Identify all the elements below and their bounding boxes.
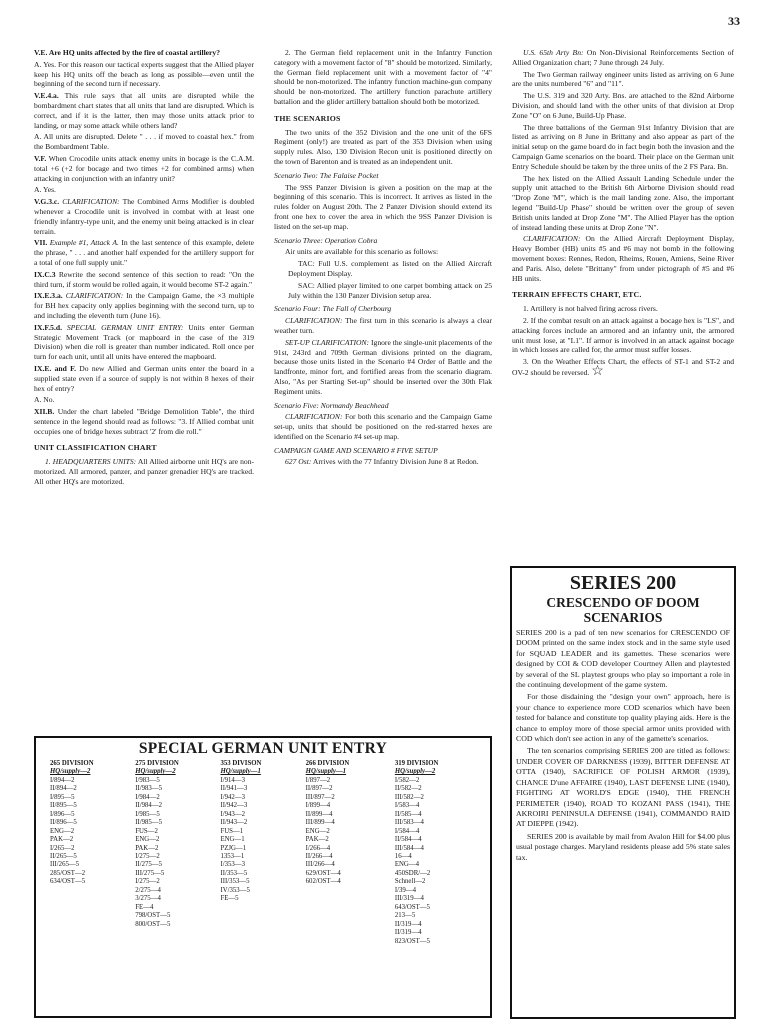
errata-paragraph: SET-UP CLARIFICATION: Ignore the single-unit placements of the 91st, 243rd and 709th German divisions printed on the diagram, because those units listed in the Scenario #4 Order of Battle and the landfronte, minor fort, and fortified areas from the scenario diagram. Also, "As per Starting Set-up" should be inserted over the 30th Flak Regiment units. <box>274 337 492 396</box>
list-item: SAC: Allied player limited to one carpet bombing attack on 25 July within the 130 Panzer Division setup area. <box>288 280 492 300</box>
table-cell: II/353—5 <box>220 869 248 877</box>
ad-paragraph: For those disdaining the "design your own" approach, here is your chance to experience more COD scenarios which have been tested for balance and constitute top quality playing aids. Here is the chance to employ more of those special armor units provided with COD which don't see action in any of the gamette's scenarios. <box>516 692 730 744</box>
table-cell: ENG—4 <box>394 861 419 869</box>
column-middle <box>274 48 492 469</box>
scenario-title: Scenario Two: The Falaise Pocket <box>274 170 379 180</box>
errata-paragraph: V.G.3.c. CLARIFICATION: The Combined Arms Modifier is doubled whenever a Crocodile unit is involved in combat with at least one friendly infantry-type unit, and the enemy unit being attacked is in clear terrain. <box>34 197 254 236</box>
errata-paragraph: A. All units are disrupted. Delete " . . . if moved to coastal hex." from the Bombardment Table. <box>34 132 254 152</box>
table-cell: I/943—2 <box>220 810 245 818</box>
qa-answer: A. No. <box>34 395 55 405</box>
table-cell: III/319—4 <box>394 895 424 903</box>
scenario-title: CAMPAIGN GAME AND SCENARIO # FIVE SETUP <box>274 445 438 455</box>
errata-paragraph: IX.E.3.a. CLARIFICATION: In the Campaign Game, the ×3 multiple for BH hex capacity only applies beginning with the second turn, up to and including the eleventh turn (June 16). <box>34 291 254 320</box>
table-column <box>135 760 220 946</box>
table-cell: III/353—5 <box>220 878 250 886</box>
table-cell: 450SDR/—2 <box>394 869 431 877</box>
table-cell: I/984—2 <box>135 793 160 801</box>
table-cell: I/894—2 <box>50 776 75 784</box>
list-item: TAC: Full U.S. complement as listed on the Allied Aircraft Deployment Display. <box>288 259 492 278</box>
table-cell: 800/OST—5 <box>135 920 171 928</box>
table-cell: II/943—2 <box>220 819 248 827</box>
qa-answer: A. Yes. <box>34 185 56 195</box>
table-cell: I/983—5 <box>135 776 160 784</box>
errata-paragraph: 2. The German field replacement unit in the Infantry Function category with a movement factor of "8" should be motorized. Similarly, the German field replacement unit with a movement factor of "4" should be non-motorized. The infantry function machine-gun company should be non-motorized. The artillery function parachute artillery battalion and the glider artillery battalion should both be motorized. <box>274 48 492 106</box>
qa-question: V.E. Are HQ units affected by the fire of coastal artillery? <box>34 48 221 57</box>
errata-paragraph: V.E.4.a. This rule says that all units are disrupted while the bombardment chart states that all units that land are disrupted. Which is correct, and if it is the latter, then may those units attack prior to landing, or may some attack while others land? <box>34 91 254 130</box>
column-right <box>512 48 734 380</box>
column-heading: 266 DIVISION <box>305 760 350 767</box>
table-cell: II/984—2 <box>135 802 163 810</box>
errata-paragraph: CLARIFICATION: The first turn in this scenario is always a clear weather turn. <box>274 316 492 335</box>
table-cell: I/584—4 <box>394 827 420 835</box>
errata-paragraph: The three battalions of the German 91st Infantry Division that are listed as arriving on 8 June in Brittany and also appear as part of the initial setup on the game board do in fact begin both the invasion and the Campaign Game scenarios on the board. Their place on the German unit Entry Schedule should be taken by the three units of the 2 FS Para. Bn. <box>512 122 734 171</box>
column-left <box>34 48 254 489</box>
table-cell: PAK—2 <box>50 836 74 844</box>
table-cell: IV/353—5 <box>220 886 250 894</box>
table-cell: II/319—4 <box>394 929 422 937</box>
errata-paragraph: CLARIFICATION: On the Allied Aircraft Deployment Display, Heavy Bomber (HB) units #5 and #6 may not bomb in the following movement boxes: Rennes, Redon, Rheims, Rouen, Amiens, Seine River and Paris. Also, delete "Brittany" from under pictograph of #5 and #6 HB units. <box>512 234 734 283</box>
special-german-unit-entry-table <box>34 736 492 1018</box>
errata-paragraph: IX.F.5.d. SPECIAL GERMAN UNIT ENTRY: Units enter German Strategic Movement Track (or mapboard in the case of the 319 Division) when die roll is greater than number indicated. Roll once per turn for each unit, until all units have entered the mapboard. <box>34 322 254 362</box>
table-cell: II/985—5 <box>135 819 163 827</box>
errata-paragraph: 1. Artillery is not halved firing across rivers. <box>523 304 658 314</box>
errata-paragraph: XII.B. Under the chart labeled "Bridge Demolition Table", the third sentence in the legend should read as follows: "3. If Allied combat unit occupies one of bridge hexes subtract '2' from die roll." <box>34 407 254 436</box>
table-cell: III/275—5 <box>135 869 165 877</box>
scenario-title: Scenario Three: Operation Cobra <box>274 235 378 245</box>
table-cell: III/266—4 <box>305 861 335 869</box>
errata-paragraph: The two units of the 352 Division and the one unit of the 6FS Regiment (only!) are treated as part of the 353 Division when using supply rules. Also, 130 Division Recon unit is positioned directly on the town of Barenton and is treated as an independent unit. <box>274 127 492 166</box>
section-heading: THE SCENARIOS <box>274 113 341 123</box>
table-cell: 798/OST—5 <box>135 912 171 920</box>
table-cell: II/896—5 <box>50 819 77 827</box>
table-column <box>220 760 305 946</box>
table-title: SPECIAL GERMAN UNIT ENTRY <box>138 740 388 757</box>
table-cell: II/895—5 <box>50 802 77 810</box>
column-subheading: HQ/supply—2 <box>135 768 176 776</box>
table-cell: I/895—5 <box>50 793 75 801</box>
column-heading: 353 DIVISON <box>220 760 262 767</box>
table-cell: II/584—4 <box>394 836 422 844</box>
errata-paragraph: 3. On the Weather Effects Chart, the effects of ST-1 and ST-2 and OV-2 should be reversed. ☆ <box>512 357 734 379</box>
table-cell: III/583—4 <box>394 819 424 827</box>
star-icon: ☆ <box>591 363 604 379</box>
air-units-list <box>288 259 492 300</box>
qa-answer: A. Yes. For this reason our tactical experts suggest that the Allied player keep his HQ units off the beach as long as possible—even until the beginning of the second turn if necessary. <box>34 59 254 89</box>
table-column <box>50 760 135 946</box>
ad-title: SERIES 200 <box>569 572 677 594</box>
table-cell: I/39—4 <box>394 886 416 894</box>
table-cell: II/941—3 <box>220 785 248 793</box>
ad-paragraph: SERIES 200 is available by mail from Avalon Hill for $4.00 plus usual postage charges. Maryland residents please add 5% state sales tax. <box>516 831 730 862</box>
table-cell: II/897—2 <box>305 785 333 793</box>
table-cell: I/897—2 <box>305 776 331 784</box>
errata-paragraph: The U.S. 319 and 320 Arty. Bns. are attached to the 82nd Airborne Division, and should land with the other units of that division at Drop Zone "O" on 6 June, Build-Up Phase. <box>512 91 734 120</box>
table-cell: PAK—2 <box>135 844 159 852</box>
ad-paragraph: SERIES 200 is a pad of ten new scenarios for CRESCENDO OF DOOM printed on the same index stock and in the same style used for SQUAD LEADER and its gamettes. These scenarios were designed by COI & COD developer Courtney Allen and playtested by several of the SL playtest groups who play so important a role in the continuing development of the game system. <box>516 628 730 690</box>
table-cell: 2/275—4 <box>135 886 161 894</box>
series-200-ad-box <box>510 566 736 1019</box>
table-cell: ENG—2 <box>50 827 75 835</box>
table-cell: ENG—1 <box>220 836 245 844</box>
column-subheading: HQ/supply—1 <box>305 768 347 776</box>
table-columns <box>50 760 484 946</box>
ad-paragraph: The ten scenarios comprising SERIES 200 are titled as follows: UNDER COVER OF DARKNESS (1939), BITTER DEFENSE AT OTTA (1940), SACRIFICE OF POLISH ARMOR (1939), CHANCE D'une AFFAIRE (1940), LAST DEFENSE LINE (1940), FIGHTING AT WORLD'S EDGE (1940), THE FRENCH PERIMETER (1940), ROAD TO KOZANI PASS (1941), THE AKROIRI PENINSULA DEFENSE (1941), COMMANDO RAID AT DIEPPE (1942). <box>516 746 730 829</box>
column-subheading: HQ/supply—1 <box>220 768 261 776</box>
table-cell: 823/OST—5 <box>394 937 430 945</box>
errata-paragraph: The Two German railway engineer units listed as arriving on 6 June are the units numbered "6" and "11". <box>512 69 734 89</box>
table-cell: I/914—3 <box>220 776 245 784</box>
table-cell: II/899—4 <box>305 810 333 818</box>
table-cell: I/899—4 <box>305 802 331 810</box>
column-subheading: HQ/supply—2 <box>394 768 436 776</box>
section-heading: UNIT CLASSIFICATION CHART <box>34 443 157 453</box>
errata-paragraph: The 9SS Panzer Division is given a position on the map at the beginning of this scenario. This is incorrect. It arrives as listed in the rules folder on August 20th. The 2 Panzer Division should extend its front one hex to cover the area in which the 9SS Panzer Division is listed on the set-up map. <box>274 182 492 231</box>
table-cell: III/582—2 <box>394 793 424 801</box>
table-cell: III/897—2 <box>305 793 335 801</box>
table-cell: II/265—5 <box>50 852 77 860</box>
table-cell: III/899—4 <box>305 819 335 827</box>
table-cell: II/942—3 <box>220 802 248 810</box>
table-cell: FE—4 <box>135 903 154 911</box>
table-cell: 634/OST—5 <box>50 878 86 886</box>
table-cell: II/266—4 <box>305 852 333 860</box>
table-cell: 602/OST—4 <box>305 878 341 886</box>
column-heading: 319 DIVISION <box>394 760 439 767</box>
scenario-title: Scenario Four: The Fall of Cherbourg <box>274 304 392 314</box>
table-cell: 213—5 <box>394 912 416 920</box>
table-cell: 629/OST—4 <box>305 869 341 877</box>
table-cell: 643/OST—5 <box>394 903 430 911</box>
table-cell: I/275—2 <box>135 852 160 860</box>
errata-paragraph: V.F. When Crocodile units attack enemy units in bocage is the C.A.M. total +6 (+2 for bocage and two times +2 for combined arms) when attacking in conjunction with an infantry unit? <box>34 153 255 183</box>
errata-paragraph: 627 Ost: Arrives with the 77 Infantry Division June 8 at Redon. <box>285 457 479 467</box>
table-cell: 3/275—4 <box>135 895 161 903</box>
table-cell: II/582—2 <box>394 785 422 793</box>
ad-subtitle: CRESCENDO OF DOOM SCENARIOS <box>546 595 700 625</box>
table-cell: I/265—2 <box>50 844 75 852</box>
table-cell: I/266—4 <box>305 844 331 852</box>
table-cell: I/985—5 <box>135 810 160 818</box>
table-cell: 1353—1 <box>220 852 245 860</box>
column-heading: 265 DIVISION <box>50 760 94 767</box>
table-cell: PAK—2 <box>305 836 329 844</box>
errata-paragraph: VII. Example #1, Attack A. In the last sentence of this example, delete the phrase, " . . . and another half expended for the artillery support for a total of one full supply unit." <box>34 238 254 267</box>
table-cell: II/894—2 <box>50 785 77 793</box>
table-cell: PZJG—1 <box>220 844 247 852</box>
errata-paragraph: Air units are available for this scenario as follows: <box>285 247 439 257</box>
errata-paragraph: CLARIFICATION: For both this scenario and the Campaign Game set-up, units that should be positioned on the red-starred hexes are identified on the Scenario #4 set-up map. <box>274 412 492 441</box>
errata-paragraph: 1. HEADQUARTERS UNITS: All Allied airborne unit HQ's are non-motorized. All armored, panzer, and panzer grenadier HQ's are tracked. All other HQ's are motorized. <box>34 457 255 486</box>
table-cell: III/265—5 <box>50 861 80 869</box>
table-cell: I/583—4 <box>394 802 420 810</box>
table-cell: 285/OST—2 <box>50 869 86 877</box>
table-cell: Schnell—2 <box>394 878 426 886</box>
table-cell: II/319—4 <box>394 920 422 928</box>
page-number: 33 <box>728 14 740 28</box>
table-cell: I/582—2 <box>394 776 420 784</box>
table-cell: I/942—3 <box>220 793 245 801</box>
errata-paragraph: IX.E. and F. Do new Allied and German units enter the board in a supplied state even if a source of supply is not within 8 hexes of their hex of entry? <box>34 363 254 393</box>
scenario-title: Scenario Five: Normandy Beachhead <box>274 400 389 410</box>
errata-paragraph: IX.C.3 Rewrite the second sentence of this section to read: "On the third turn, if storm would be rolled again, it would become ST-2 again." <box>34 269 254 289</box>
table-cell: I/896—5 <box>50 810 75 818</box>
table-cell: III/584—4 <box>394 844 424 852</box>
table-cell: 16—4 <box>394 852 412 860</box>
table-cell: II/275—5 <box>135 861 163 869</box>
errata-paragraph: 2. If the combat result on an attack against a bocage hex is "LS", and attacking forces include an armored and an infantry unit, the armored unit must lose, at "L1". If armor is involved in an attack against bocage in which losses are called for, the armor must suffer losses. <box>512 315 734 355</box>
errata-paragraph: U.S. 65th Arty Bn: On Non-Divisional Reinforcements Section of Allied Organization chart; 7 June through 24 July. <box>512 48 734 67</box>
ad-body <box>516 628 730 863</box>
table-cell: FUS—1 <box>220 827 244 835</box>
section-heading: TERRAIN EFFECTS CHART, ETC. <box>512 290 642 300</box>
table-cell: ENG—2 <box>135 836 160 844</box>
table-cell: I/275—2 <box>135 878 160 886</box>
table-cell: II/585—4 <box>394 810 422 818</box>
table-cell: II/983—5 <box>135 785 163 793</box>
table-column <box>395 760 484 946</box>
table-column <box>306 760 395 946</box>
column-heading: 275 DIVISION <box>135 760 179 767</box>
errata-paragraph: The hex listed on the Allied Assault Landing Schedule under the supply unit attached to the British 6th Airborne Division should read "Drop Zone 'M'", which is the mail landing zone. Also, the important legend "Build-Up Phase" should be written over the group of seven British units landed at Drop Zone "M". The Allied Player has the option of instead landing these units at Drop Zone "N". <box>512 173 734 232</box>
table-cell: FE—5 <box>220 895 239 903</box>
table-cell: FUS—2 <box>135 827 158 835</box>
table-cell: I/353—3 <box>220 861 245 869</box>
column-subheading: HQ/supply—2 <box>50 768 91 776</box>
table-cell: ENG—2 <box>305 827 330 835</box>
